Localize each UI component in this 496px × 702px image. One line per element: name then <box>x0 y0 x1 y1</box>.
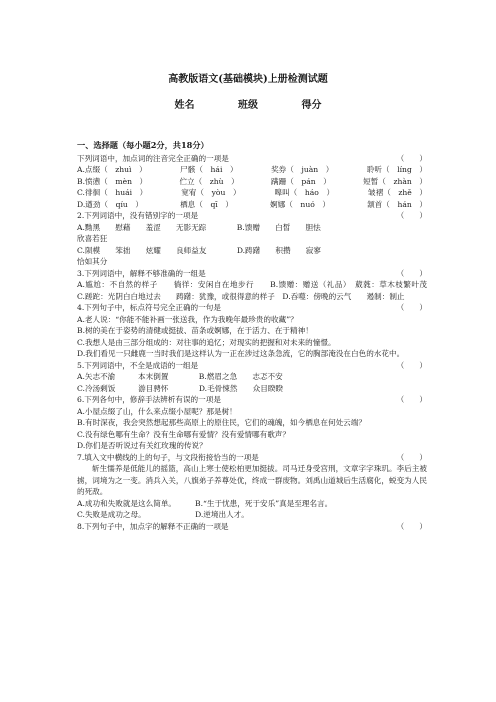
question-4-option-a: A.老人说：“你能不能补画一张送我，作为我晚年最珍贵的收藏”？ <box>77 314 298 324</box>
question-5-stem: 5.下列词语中，不全是成语的一组是 （ ） <box>77 360 427 370</box>
question-7-stem: 7.填入文中横线的上的句子，与文段衔接恰当的一项是 （ ） <box>77 452 427 462</box>
exam-content <box>77 140 443 532</box>
question-7-passage: 斩生懦养是低能儿的摇篮，高山上寒士使松柏更加挺拔。司马迁身受宫刑，文章字字珠玑。李后主被掳，词境为之一变。消兵入关，八旗弟子养尊处优，终成一群废物。刘禹山道城后生活腐化，蜕变为人民的死敌。 <box>77 464 427 496</box>
question-2-line: 欣喜若狂 <box>77 234 108 243</box>
answer-paren: （ ） <box>396 452 427 462</box>
answer-paren: （ ） <box>396 268 427 278</box>
question-3-stem: 3.下列词语中，解释不够准确的一组是 （ ） <box>77 268 427 278</box>
question-1-stem: 下列词语中，加点词的注音完全正确的一项是 （ ） <box>77 153 427 163</box>
question-5-line: A.矢志不渝 本末倒置 B.燃眉之急 志忑不安 <box>77 372 283 381</box>
answer-paren: （ ） <box>396 153 427 163</box>
question-3-options: A.尴尬：不自然的样子 徜徉：安闲自在地步行 B.馈赠：赠送（礼品） 葳蕤：草木枝繁叶茂 C.蹉跎：光阴白白地过去 踌躇：犹豫，或很得意的样子 D.吞噬：傍晚的云气 遏制：制止 <box>77 280 443 301</box>
question-2-line: A.黝黑 慰藉 羞涩 无影无踪 B.馈赠 白皙 胆怯 <box>77 222 321 232</box>
question-4-stem: 4.下列句子中，标点符号完全正确的一句是 （ ） <box>77 303 427 312</box>
question-4-option-d: D.我们看见一只雌鹿一当时我们是这样认为一正在涉过这条急流，它的胸部淹没在白色的水花中。 <box>77 349 405 358</box>
question-5-line: C.冷汤剩饭 游目骋怀 D.毛骨悚然 众目睽睽 <box>77 383 284 393</box>
answer-paren: （ ） <box>396 395 427 404</box>
question-7-options-ab: A.成功和失败就是这么简单。 B.“生于忧患，死于安乐”真是至理名言。 <box>77 498 333 508</box>
page-title: 高教版语文(基础模块)上册检测试题 <box>168 74 328 85</box>
answer-paren: （ ） <box>396 521 427 531</box>
name-field-label: 姓名 <box>174 100 195 111</box>
question-2-line: C.陨模 笨拙 炫耀 良师益友 D.踌躇 积攒 寂寥 <box>77 245 321 255</box>
answer-paren: （ ） <box>396 303 427 312</box>
section-heading: 一、选择题（每小题2分，共18分） <box>77 140 209 150</box>
question-4-option-b: B.树的美在于姿势的清健或挺拔、苗条或婀娜，在于活力、在于精神！ <box>77 326 313 335</box>
score-field-label: 得分 <box>301 100 322 111</box>
question-2-stem: 2.下列词语中，没有错别字的一项是 （ ） <box>77 211 427 220</box>
question-2-line: 恰如其分 <box>77 257 108 266</box>
question-6-option-b: B.有时深夜，我会突然想起那些高原上的原住民，它们的魂魄，如今栖息在何处云端？ <box>77 418 366 427</box>
question-6-option-c: C.没有绿色哪有生命？没有生命哪有爱情？没有爱情哪有歌声？ <box>77 429 290 439</box>
question-1-row-d: D.遒劲（ qíu ） 栖息（ qī ） 婀娜（ nuó ） 颔首（ hán ） <box>77 199 427 209</box>
answer-paren: （ ） <box>396 211 427 220</box>
question-1-row-c: C.徘徊（ huái ） 宽宥（ yòu ） 嗥叫（ háo ） 皱褶（ zhě ） <box>77 188 427 197</box>
question-6-option-a: A.小屋点缀了山，什么来点缀小屋呢？那是树！ <box>77 406 237 416</box>
question-6-option-d: D.你们是否听说过有关红玫瑰的传说？ <box>77 441 207 450</box>
question-8-stem: 8.下列句子中，加点字的解释不正确的一项是 （ ） <box>77 521 427 531</box>
question-4-option-c: C.我想人是由三部分组成的：对往事的追忆；对现实的把握和对未来的憧憬。 <box>77 337 336 347</box>
class-field-label: 班级 <box>238 100 258 111</box>
header-fields <box>0 96 496 111</box>
question-1-row-b: B.愤懑（ mèn ） 伫立（ zhù ） 蹒跚（ pán ） 短暂（ zhàn ） <box>77 176 427 186</box>
question-7-options-cd: C.失败是成功之母。 D.逆境出人才。 <box>77 510 249 519</box>
question-6-stem: 6.下列各句中，修辞手法辨析有误的一项是 （ ） <box>77 395 427 404</box>
question-1-row-a: A.点缀（ zhuì ） 尸骸（ hái ） 奖券（ juàn ） 聆听（ líng ） <box>77 165 427 174</box>
answer-paren: （ ） <box>396 360 427 370</box>
